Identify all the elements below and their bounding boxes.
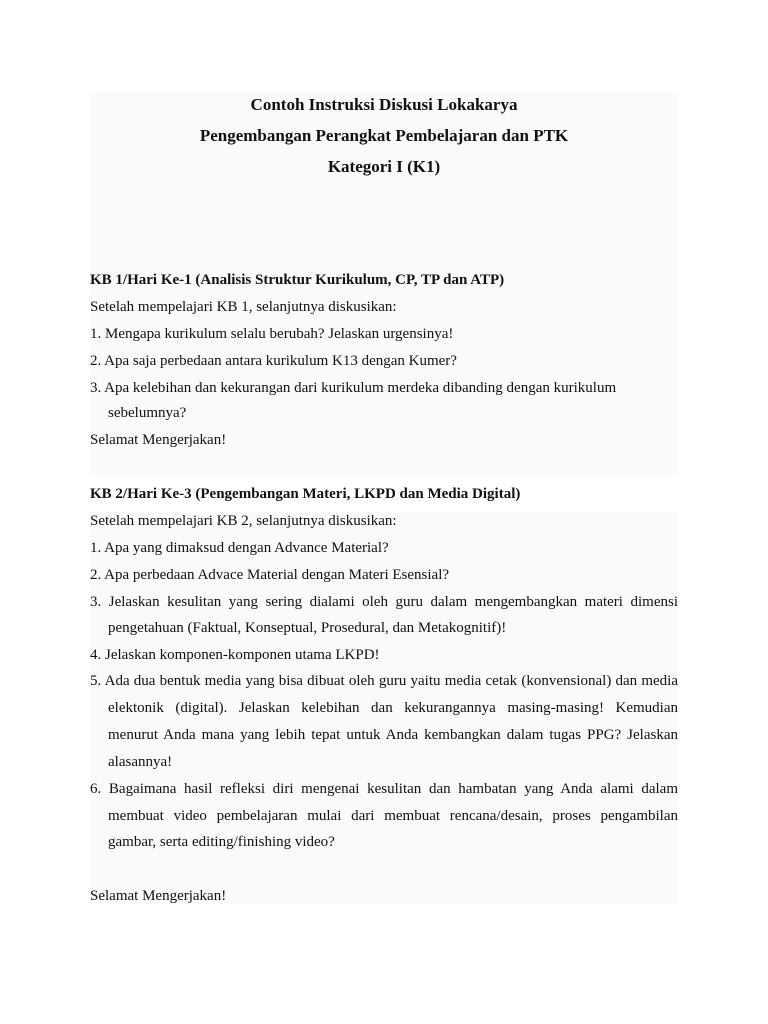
kb1-intro: Setelah mempelajari KB 1, selanjutnya diskusikan: bbox=[90, 299, 397, 315]
kb2-question-4: 4. Jelaskan komponen-komponen utama LKPD! bbox=[90, 647, 380, 663]
kb1-question-3-line-2: sebelumnya? bbox=[108, 405, 187, 421]
kb1-question-1: 1. Mengapa kurikulum selalu berubah? Jelaskan urgensinya! bbox=[90, 326, 454, 342]
kb2-question-6-line-2: membuat video pembelajaran mulai dari membuat rencana/desain, proses pengambilan bbox=[108, 808, 678, 824]
kb2-question-3-line-1: 3. Jelaskan kesulitan yang sering dialami oleh guru dalam mengembangkan materi dimensi bbox=[90, 594, 678, 610]
kb1-closing: Selamat Mengerjakan! bbox=[90, 432, 227, 448]
kb2-intro: Setelah mempelajari KB 2, selanjutnya diskusikan: bbox=[90, 513, 397, 529]
kb1-heading: KB 1/Hari Ke-1 (Analisis Struktur Kurikulum, CP, TP dan ATP) bbox=[90, 272, 505, 288]
kb2-question-5-line-4: alasannya! bbox=[108, 754, 173, 770]
kb2-closing: Selamat Mengerjakan! bbox=[90, 888, 227, 904]
kb2-question-2: 2. Apa perbedaan Advace Material dengan Materi Esensial? bbox=[90, 567, 450, 583]
kb2-heading: KB 2/Hari Ke-3 (Pengembangan Materi, LKPD dan Media Digital) bbox=[90, 486, 521, 502]
title-line-3: Kategori I (K1) bbox=[327, 157, 441, 176]
kb2-question-6-line-1: 6. Bagaimana hasil refleksi diri mengenai kesulitan dan hambatan yang Anda alami dalam bbox=[90, 781, 678, 797]
kb1-question-3-line-1: 3. Apa kelebihan dan kekurangan dari kurikulum merdeka dibanding dengan kurikulum bbox=[90, 380, 617, 396]
title-line-2: Pengembangan Perangkat Pembelajaran dan PTK bbox=[199, 126, 569, 145]
title-line-1: Contoh Instruksi Diskusi Lokakarya bbox=[250, 95, 518, 114]
kb2-question-6-line-3: gambar, serta editing/finishing video? bbox=[108, 834, 335, 850]
kb2-question-5-line-2: elektonik (digital). Jelaskan kelebihan dan kekurangannya masing-masing! Kemudian bbox=[108, 700, 678, 716]
kb2-question-5-line-3: menurut Anda mana yang lebih tepat untuk Anda kembangkan dalam tugas PPG? Jelaskan bbox=[108, 727, 678, 743]
kb2-question-3-line-2: pengetahuan (Faktual, Konseptual, Prosedural, dan Metakognitif)! bbox=[108, 620, 507, 636]
kb2-question-1: 1. Apa yang dimaksud dengan Advance Material? bbox=[90, 540, 389, 556]
kb2-question-5-line-1: 5. Ada dua bentuk media yang bisa dibuat oleh guru yaitu media cetak (konvensional) dan media bbox=[90, 673, 678, 689]
kb1-question-2: 2. Apa saja perbedaan antara kurikulum K13 dengan Kumer? bbox=[90, 353, 457, 369]
